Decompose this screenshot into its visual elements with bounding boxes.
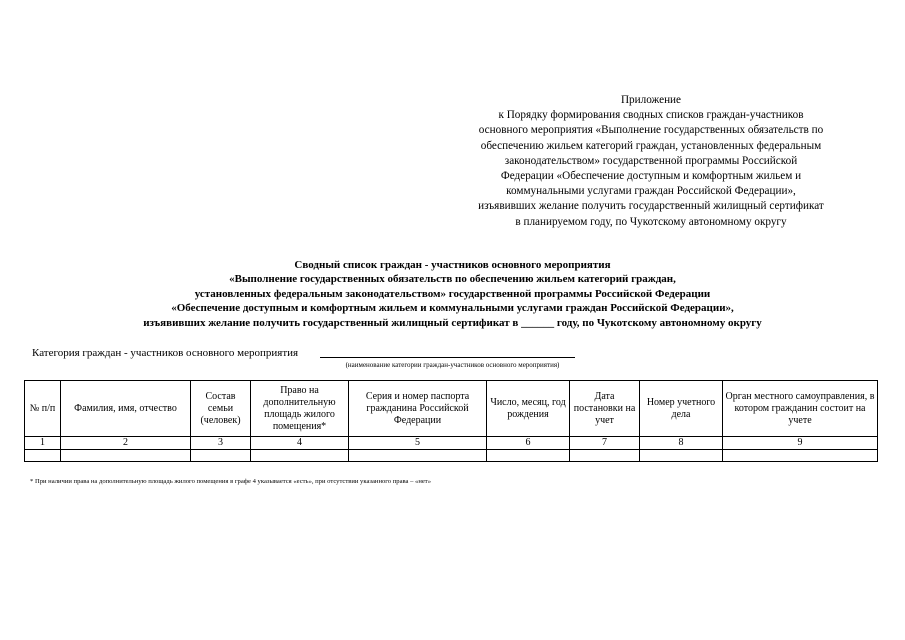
column-number: 8 [640, 437, 723, 450]
title-line: установленных федеральным законодательством» государственной программы Российской Федерации [194, 287, 711, 300]
header-cell-family-size: Состав семьи (человек) [191, 381, 251, 437]
appendix-line: основного мероприятия «Выполнение государственных обязательств по [478, 124, 824, 137]
header-cell-full-name: Фамилия, имя, отчество [61, 381, 191, 437]
table-cell [251, 450, 349, 462]
citizens-table [24, 380, 878, 462]
header-cell-birth-date: Число, месяц, год рождения [487, 381, 570, 437]
header-cell-registration-date: Дата постановки на учет [570, 381, 640, 437]
header-cell-passport: Серия и номер паспорта гражданина Российской Федерации [349, 381, 487, 437]
category-fill-line [320, 357, 575, 358]
column-number: 5 [349, 437, 487, 450]
table-column-numbers-row [25, 437, 878, 450]
appendix-line: Приложение [620, 94, 682, 106]
column-number: 2 [61, 437, 191, 450]
header-cell-number: № п/п [25, 381, 61, 437]
column-number: 3 [191, 437, 251, 450]
title-line: изъявивших желание получить государственный жилищный сертификат в ______ году, по Чукотскому автономному округу [143, 316, 762, 329]
header-cell-case-number: Номер учетного дела [640, 381, 723, 437]
column-number: 6 [487, 437, 570, 450]
table-cell [570, 450, 640, 462]
appendix-line: Федерации «Обеспечение доступным и комфортным жильем и [500, 170, 802, 183]
column-number: 1 [25, 437, 61, 450]
appendix-line: изъявивших желание получить государственный жилищный сертификат [478, 200, 824, 213]
appendix-line: в планируемом году, по Чукотскому автономному округу [515, 215, 787, 228]
appendix-line: коммунальными услугами граждан Российской Федерации», [506, 185, 796, 198]
column-number: 9 [723, 437, 878, 450]
table-cell [349, 450, 487, 462]
table-cell [25, 450, 61, 462]
title-line: «Обеспечение доступным и комфортным жильем и коммунальными услугами граждан Российской Федерации», [171, 302, 734, 315]
table-cell [61, 450, 191, 462]
appendix-line: к Порядку формирования сводных списков граждан-участников [498, 109, 804, 122]
table-cell [191, 450, 251, 462]
column-number: 7 [570, 437, 640, 450]
table-cell [723, 450, 878, 462]
category-label: Категория граждан - участников основного мероприятия [32, 347, 299, 359]
header-cell-local-authority: Орган местного самоуправления, в котором гражданин состоит на учете [723, 381, 878, 437]
table-row [25, 450, 878, 462]
category-hint: (наименование категории граждан-участников основного мероприятия) [345, 361, 560, 369]
document-title [20, 258, 885, 330]
title-line: Сводный список граждан - участников основного мероприятия [294, 259, 611, 271]
column-number: 4 [251, 437, 349, 450]
appendix-line: обеспечению жильем категорий граждан, установленных федеральным [480, 139, 822, 152]
title-line: «Выполнение государственных обязательств по обеспечению жильем категорий граждан, [229, 273, 676, 286]
table-cell [640, 450, 723, 462]
appendix-line: законодательством» государственной программы Российской [504, 154, 798, 167]
table-header-row [25, 381, 878, 437]
header-cell-extra-area-right: Право на дополнительную площадь жилого помещения* [251, 381, 349, 437]
table-cell [487, 450, 570, 462]
appendix-header [440, 93, 862, 230]
footnote: * При наличии права на дополнительную площадь жилого помещения в графе 4 указывается «есть», при отсутствии указанного права – «нет» [30, 478, 431, 485]
